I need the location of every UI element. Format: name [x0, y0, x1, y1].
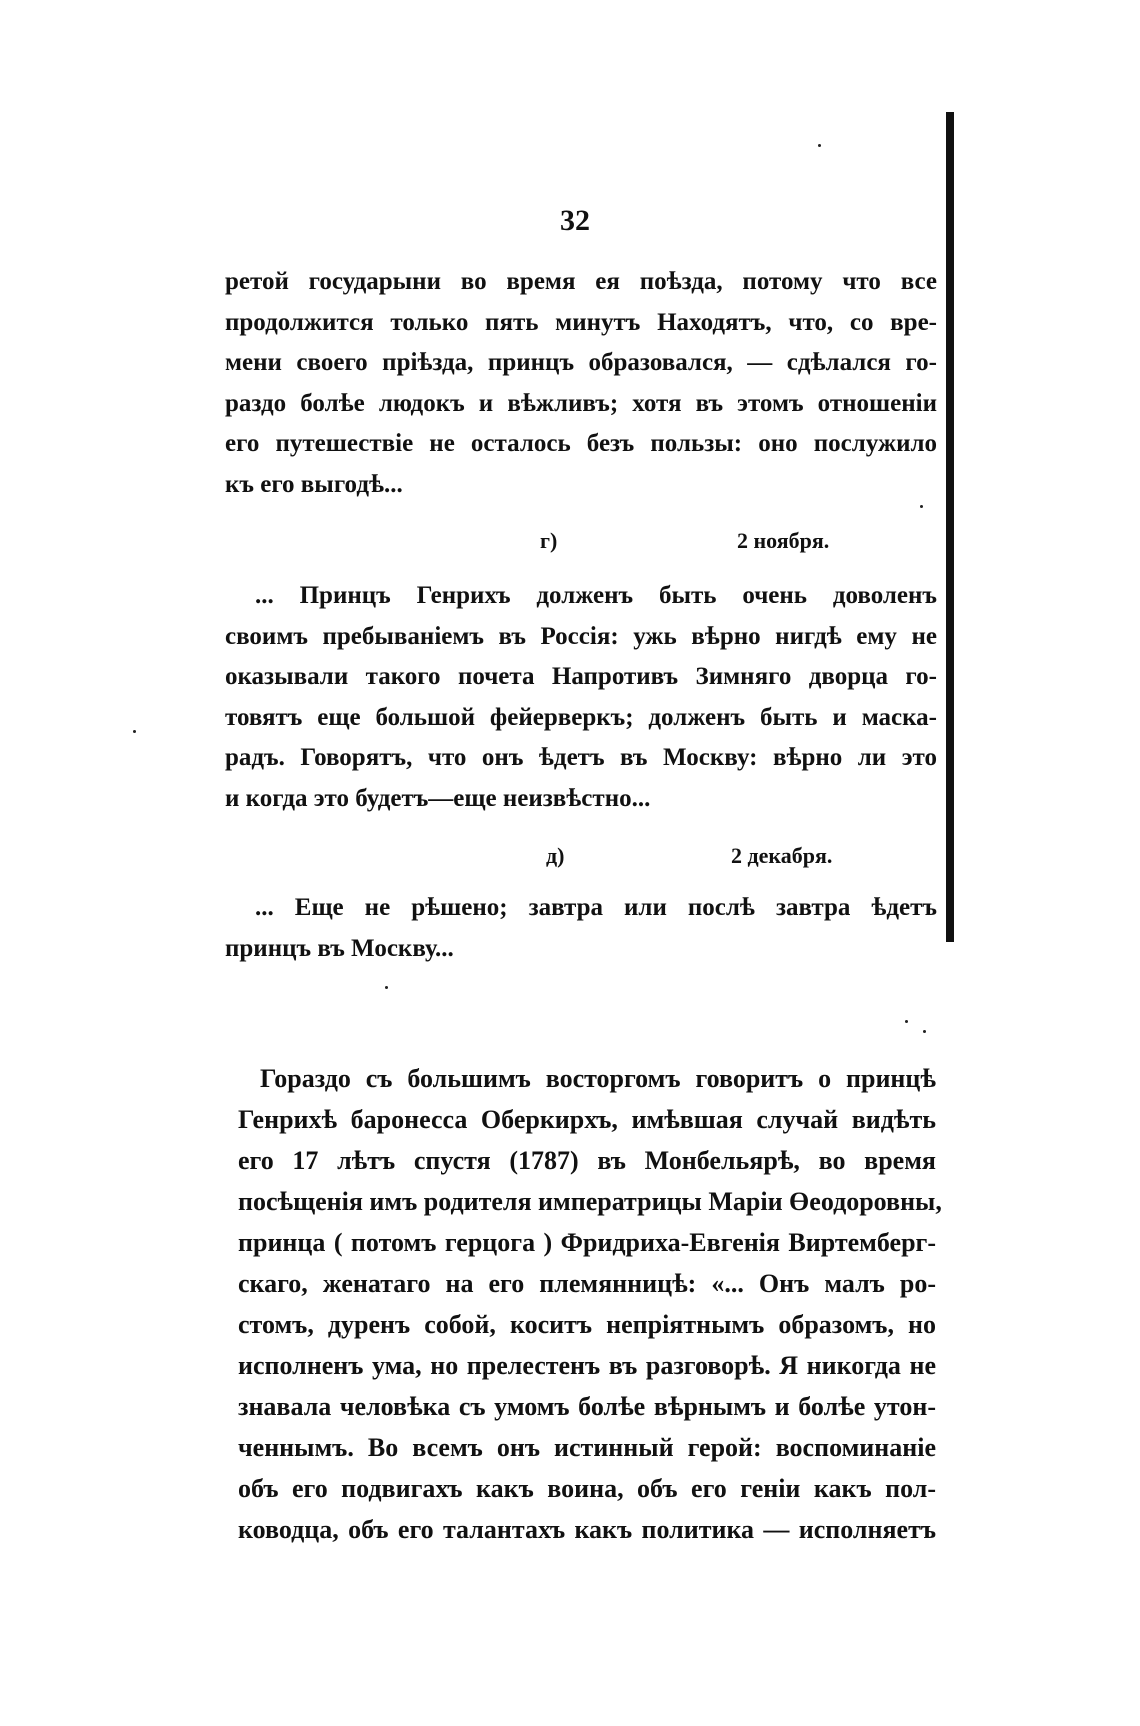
text-line: Гораздо съ большимъ восторгомъ говоритъ о принцѣ — [260, 1064, 936, 1093]
text-line: радъ. Говорятъ, что онъ ѣдетъ въ Москву: вѣрно ли это — [225, 744, 937, 771]
letter-date-d: 2 декабря. — [731, 843, 833, 868]
text-line: и когда это будетъ—еще неизвѣстно... — [225, 784, 651, 812]
scan-speck — [818, 144, 821, 147]
letter-label-d: д) — [546, 843, 565, 868]
text-line: оказывали такого почета Напротивъ Зимняго дворца го- — [225, 663, 937, 690]
page-number: 32 — [560, 204, 590, 237]
scan-speck — [133, 730, 136, 733]
text-line: ретой государыни во время ея поѣзда, потому что все — [225, 268, 937, 295]
page-edge-rule — [946, 112, 954, 942]
letter-label-g: г) — [540, 528, 558, 553]
paragraph-1 — [225, 262, 937, 505]
text-line: знавала человѣка съ умомъ болѣе вѣрнымъ и болѣе утон- — [238, 1392, 936, 1421]
paragraph-3 — [225, 888, 937, 969]
text-line: скаго, женатаго на его племянницѣ: «... Онъ малъ ро- — [238, 1269, 936, 1298]
text-line: принцъ въ Москву... — [225, 934, 454, 962]
text-line: исполненъ ума, но прелестенъ въ разговорѣ. Я никогда не — [238, 1351, 936, 1380]
text-line: товятъ еще большой фейерверкъ; долженъ быть и маска- — [225, 703, 937, 731]
text-line: ... Принцъ Генрихъ долженъ быть очень доволенъ — [255, 582, 937, 609]
paragraph-2 — [225, 576, 937, 819]
text-line: принца ( потомъ герцога ) Фридриха-Евгенія Виртемберг- — [238, 1228, 936, 1257]
text-line: ководца, объ его талантахъ какъ политика — исполняетъ — [238, 1515, 936, 1544]
text-line: объ его подвигахъ какъ воина, объ его геніи какъ пол- — [238, 1474, 936, 1503]
text-line: мени своего пріѣзда, принцъ образовался, — сдѣлался го- — [225, 349, 937, 376]
text-line: посѣщенія имъ родителя императрицы Маріи Өеодоровны, — [238, 1187, 942, 1216]
text-line: къ его выгодѣ... — [225, 470, 403, 498]
scan-speck — [385, 986, 388, 989]
paragraph-4 — [238, 1058, 942, 1550]
text-line: ... Еще не рѣшено; завтра или послѣ завтра ѣдетъ — [255, 894, 937, 921]
text-line: раздо болѣе людокъ и вѣжливъ; хотя въ этомъ отношеніи — [225, 389, 937, 417]
scan-speck — [920, 505, 923, 508]
text-line: его путешествіе не осталось безъ пользы: оно послужило — [225, 430, 937, 457]
text-line: стомъ, дуренъ собой, коситъ непріятнымъ образомъ, но — [238, 1310, 936, 1339]
letter-date-g: 2 ноября. — [737, 528, 830, 553]
text-line: своимъ пребываніемъ въ Россія: ужь вѣрно нигдѣ ему не — [225, 622, 937, 650]
text-line: Генрихѣ баронесса Оберкирхъ, имѣвшая случай видѣть — [238, 1105, 936, 1134]
text-line: его 17 лѣтъ спустя (1787) въ Монбельярѣ, во время — [238, 1146, 936, 1175]
text-line: продолжится только пять минутъ Находятъ, что, со вре- — [225, 308, 937, 336]
text-line: ченнымъ. Во всемъ онъ истинный герой: воспоминаніе — [238, 1433, 936, 1462]
scan-speck — [923, 1030, 926, 1033]
scan-speck — [905, 1020, 908, 1023]
